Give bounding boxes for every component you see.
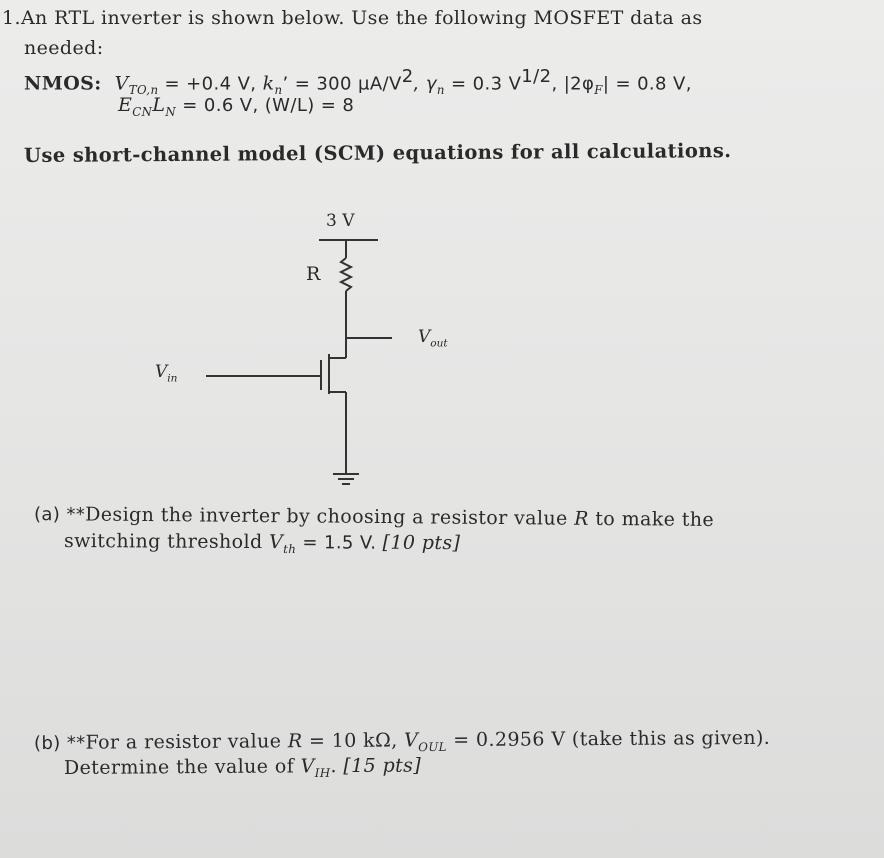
vto-symbol: V — [114, 72, 129, 95]
ecn-symbol: E — [118, 94, 133, 116]
part-a-line2-text: switching threshold — [63, 530, 270, 554]
vto-subscript: TO,n — [128, 83, 159, 98]
part-b-line2-end: . — [330, 755, 344, 778]
vth-subscript: th — [283, 541, 297, 557]
vin-subscript: in — [167, 372, 178, 385]
vth-symbol: V — [268, 531, 284, 554]
vto-value: = +0.4 V, — [158, 73, 263, 95]
resistor-label: R — [306, 263, 321, 285]
vin-label — [155, 362, 177, 384]
part-a-text2: to make the — [588, 507, 715, 531]
scm-instruction: Use short-channel model (SCM) equations for all calculations. — [23, 139, 732, 167]
part-b-line1 — [34, 727, 770, 757]
ecn-subscript: CN — [132, 104, 153, 119]
part-b-text1: For a resistor value — [85, 730, 288, 754]
part-a-text1: Design the inverter by choosing a resistor value — [85, 503, 575, 530]
problem-number: 1. — [2, 7, 21, 29]
part-b-text2: = 10 kΩ, — [302, 729, 405, 753]
part-a-prefix: (a) ** — [33, 504, 86, 526]
vout-subscript: out — [430, 337, 448, 350]
vin-symbol: V — [155, 362, 168, 382]
voul-symbol: V — [404, 729, 419, 752]
intro-text: An RTL inverter is shown below. Use the following MOSFET data as — [20, 7, 703, 29]
vout-label — [418, 327, 448, 349]
vout-symbol: V — [418, 327, 431, 347]
nmos-label: NMOS: — [24, 72, 102, 95]
supply-voltage-label: 3 V — [326, 211, 355, 231]
kn-subscript: n — [274, 83, 283, 98]
ln-symbol: L — [152, 94, 166, 116]
vih-subscript: IH — [314, 765, 331, 781]
part-b-r-symbol: R — [287, 730, 303, 753]
kn-value: ’ = 300 µA/V — [282, 73, 402, 95]
part-a-vth-value: = 1.5 V. — [296, 532, 383, 554]
problem-intro-line2: needed: — [24, 37, 104, 59]
part-b-text3: = 0.2956 V (take this as given). — [446, 726, 771, 752]
vih-symbol: V — [300, 755, 315, 778]
part-b-points: [15 pts] — [343, 754, 422, 778]
part-a-r-symbol: R — [574, 507, 589, 530]
resistor-symbol — [341, 258, 351, 291]
part-a-points: [10 pts] — [382, 531, 461, 555]
phi-subscript: F — [594, 83, 603, 98]
ln-subscript: N — [165, 104, 177, 119]
gamma-symbol: , γ — [413, 73, 437, 95]
gamma-exponent: 1/2 — [521, 66, 552, 87]
kn-symbol: k — [262, 72, 275, 95]
part-b-line2-text: Determine the value of — [63, 755, 301, 779]
part-b-prefix: (b) ** — [33, 732, 86, 754]
gamma-subscript: n — [436, 83, 445, 98]
voul-subscript: OUL — [418, 739, 447, 755]
part-b-line2 — [64, 755, 421, 782]
kn-exponent: 2 — [401, 66, 414, 87]
phi-value: | = 0.8 V, — [602, 73, 692, 95]
ecl-value: = 0.6 V, (W/L) = 8 — [176, 95, 355, 116]
gamma-value: = 0.3 V — [444, 73, 522, 95]
phi-text: , |2φ — [551, 73, 595, 95]
part-a-line2 — [64, 530, 460, 557]
